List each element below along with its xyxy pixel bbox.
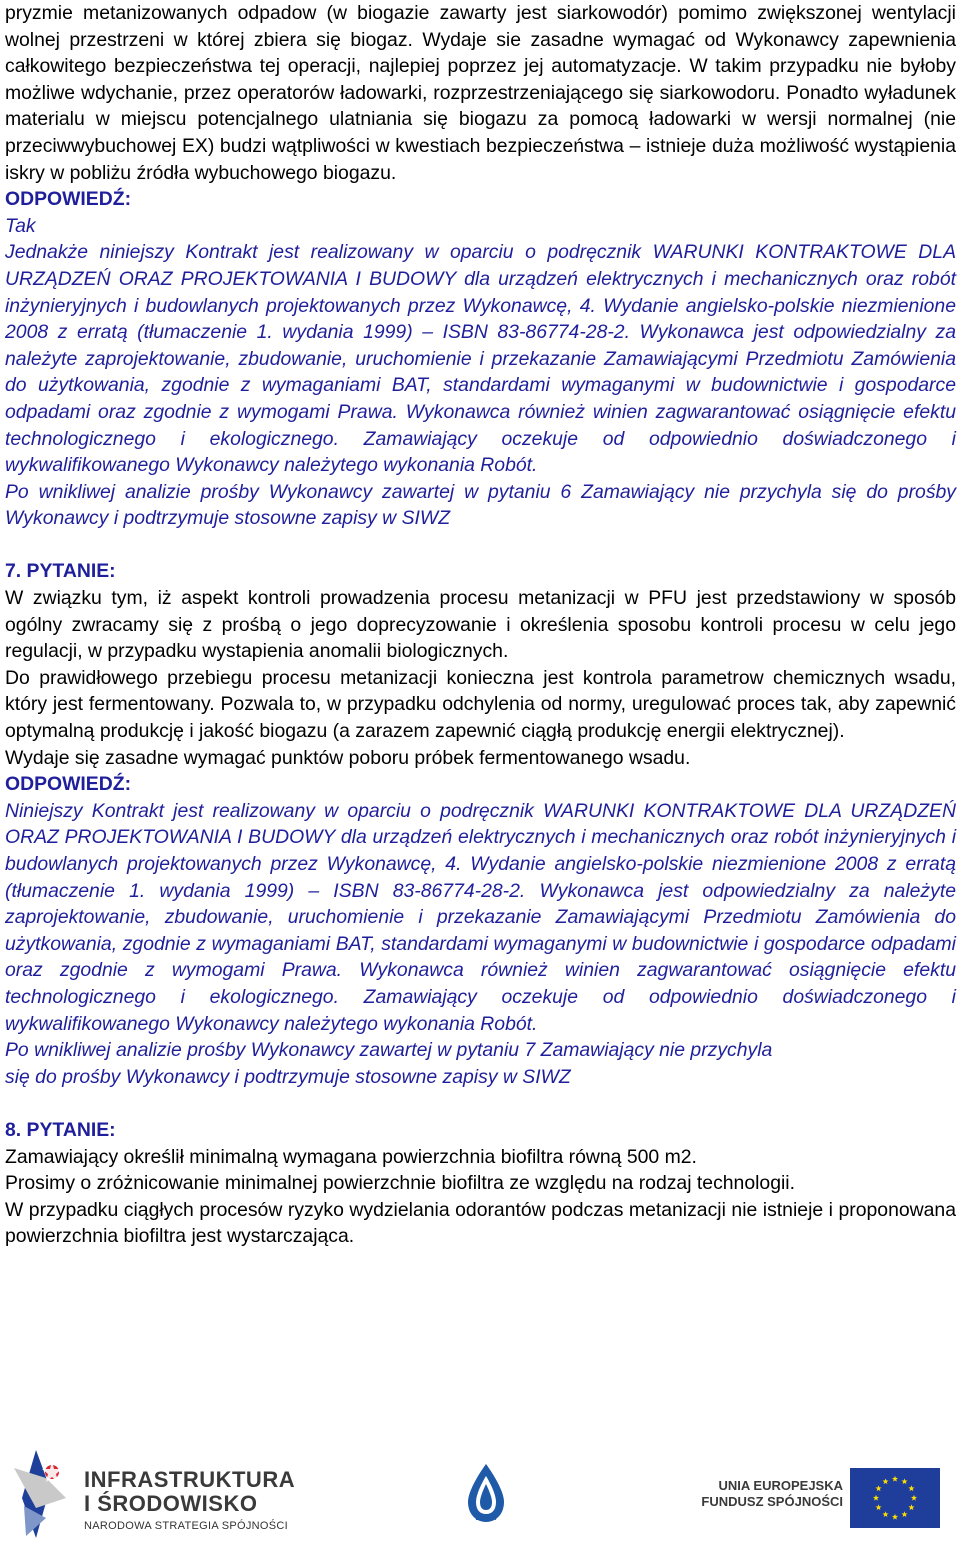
eu-line-1: UNIA EUROPEJSKA — [718, 1478, 843, 1493]
spacer — [5, 532, 956, 559]
infrastruktura-logo-icon — [6, 1448, 80, 1540]
answer-conclusion-6: Po wnikliwej analizie prośby Wykonawcy zawartej w pytaniu 6 Zamawiający nie przychyla się do prośby Wykonawcy i podtrzymuje stosowne zapisy w SIWZ — [5, 480, 956, 530]
infrastruktura-logo-text — [84, 1468, 324, 1532]
answer-yes: Tak — [5, 214, 36, 237]
bwik-logo-icon — [462, 1462, 510, 1526]
question-heading-8: 8. PYTANIE: — [5, 1118, 116, 1141]
logo-line-3: NARODOWA STRATEGIA SPÓJNOŚCI — [84, 1520, 288, 1532]
bwik-logo-text: B-WiK — [475, 1515, 497, 1522]
question-8-para-1: Zamawiający określił minimalną wymagana powierzchnia biofiltra równą 500 m2. — [5, 1145, 697, 1168]
question-7-para-3: Wydaje się zasadne wymagać punktów poboru próbek fermentowanego wsadu. — [5, 746, 691, 769]
question-heading-7: 7. PYTANIE: — [5, 560, 116, 583]
eu-line-2: FUNDUSZ SPÓJNOŚCI — [701, 1494, 843, 1509]
spacer — [5, 1090, 956, 1117]
footer-logos — [0, 1440, 960, 1545]
answer-heading-6: ODPOWIEDŹ: — [5, 188, 132, 211]
answer-text-7: Niniejszy Kontrakt jest realizowany w oparciu o podręcznik WARUNKI KONTRAKTOWE DLA URZĄDZEŃ ORAZ PROJEKTOWANIA I BUDOWY dla urządzeń elektrycznych i mechanicznych oraz robót inżynieryjnych i budowlanych projektowanych przez Wykonawcę, 4. Wydanie angielsko-polskie niezmienione 2008 z erratą (tłumaczenie 1. wydania 1999) – ISBN 83-86774-28-2. Wykonawca jest odpowiedzialny za należyte zaprojektowanie, zbudowanie, uruchomienie i przekazanie Zamawiającymi Przedmiotu Zamówienia do użytkowania, zgodnie z wymaganiami BAT, standardami wymaganymi w budownictwie i gospodarce odpadami oraz zgodnie z wymogami Prawa. Wykonawca również winien zagwarantować osiągnięcie efektu technologicznego i ekologicznego. Zamawiający oczekuje od odpowiednio doświadczonego i wykwalifikowanego Wykonawcy należytego wykonania Robót. — [5, 799, 956, 1035]
logo-line-2: I ŚRODOWISKO — [84, 1491, 258, 1516]
answer-conclusion-7-line-1: Po wnikliwej analizie prośby Wykonawcy zawartej w pytaniu 7 Zamawiający nie przychyla — [5, 1039, 773, 1062]
logo-line-1: INFRASTRUKTURA — [84, 1467, 296, 1492]
question-8-para-3: W przypadku ciągłych procesów ryzyko wydzielania odorantów podczas metanizacji nie istnieje i proponowana powierzchnia biofiltra jest wystarczająca. — [5, 1198, 956, 1248]
question-7-para-2: Do prawidłowego przebiegu procesu metanizacji konieczna jest kontrola parametrow chemicznych wsadu, który jest fermentowany. Pozwala to, w przypadku odchylenia od normy, uregulować proces tak, aby zapewnić optymalną produkcję i jakość biogazu (a zarazem zapewnić ciągłą produkcję energii elektrycznej). — [5, 666, 956, 743]
eu-flag-icon — [850, 1468, 940, 1528]
question-7-para-1: W związku tym, iż aspekt kontroli prowadzenia procesu metanizacji w PFU jest przedstawiony w sposób ogólny zwracamy się z prośbą o jego doprecyzowanie i określenia sposobu kontroli procesu w celu jego regulacji, w przypadku wystapienia anomalii biologicznych. — [5, 587, 956, 663]
answer-heading-7: ODPOWIEDŹ: — [5, 773, 132, 796]
answer-conclusion-7-line-2: się do prośby Wykonawcy i podtrzymuje stosowne zapisy w SIWZ — [5, 1065, 571, 1088]
document-page — [5, 0, 956, 1250]
paragraph-intro: pryzmie metanizowanych odpadow (w biogazie zawarty jest siarkowodór) pomimo zwiększonej wentylacji wolnej przestrzeni w której zbiera się biogaz. Wydaje sie zasadne wymagać od Wykonawcy zapewnienia całkowitego bezpieczeństwa tej operacji, najlepiej poprzez jej automatyzacje. W takim przypadku nie byłoby możliwe wdychanie, przez operatorów ładowarki, rozprzestrzeniającego się siarkowodoru. Ponadto wyładunek materialu w miejscu potencjalnego ulatniania się biogazu za pomocą ładowarki w wersji normalnej (nie przeciwwybuchowej EX) budzi wątpliwości w kwestiach bezpieczeństwa – istnieje duża możliwość wystąpienia iskry w pobliżu źródła wybuchowego biogazu. — [5, 2, 956, 184]
question-8-para-2: Prosimy o zróżnicowanie minimalnej powierzchnie biofiltra ze względu na rodzaj technologii. — [5, 1172, 796, 1195]
eu-logo-text — [683, 1478, 843, 1510]
answer-text-6: Jednakże niniejszy Kontrakt jest realizowany w oparciu o podręcznik WARUNKI KONTRAKTOWE DLA URZĄDZEŃ ORAZ PROJEKTOWANIA I BUDOWY dla urządzeń elektrycznych i mechanicznych oraz robót inżynieryjnych i budowlanych projektowanych przez Wykonawcę, 4. Wydanie angielsko-polskie niezmienione 2008 z erratą (tłumaczenie 1. wydania 1999) – ISBN 83-86774-28-2. Wykonawca jest odpowiedzialny za należyte zaprojektowanie, zbudowanie, uruchomienie i przekazanie Zamawiającymi Przedmiotu Zamówienia do użytkowania, zgodnie z wymaganiami BAT, standardami wymaganymi w budownictwie i gospodarce odpadami oraz zgodnie z wymogami Prawa. Wykonawca również winien zagwarantować osiągnięcie efektu technologicznego i ekologicznego. Zamawiający oczekuje od odpowiednio doświadczonego i wykwalifikowanego Wykonawcy należytego wykonania Robót. — [5, 241, 956, 477]
